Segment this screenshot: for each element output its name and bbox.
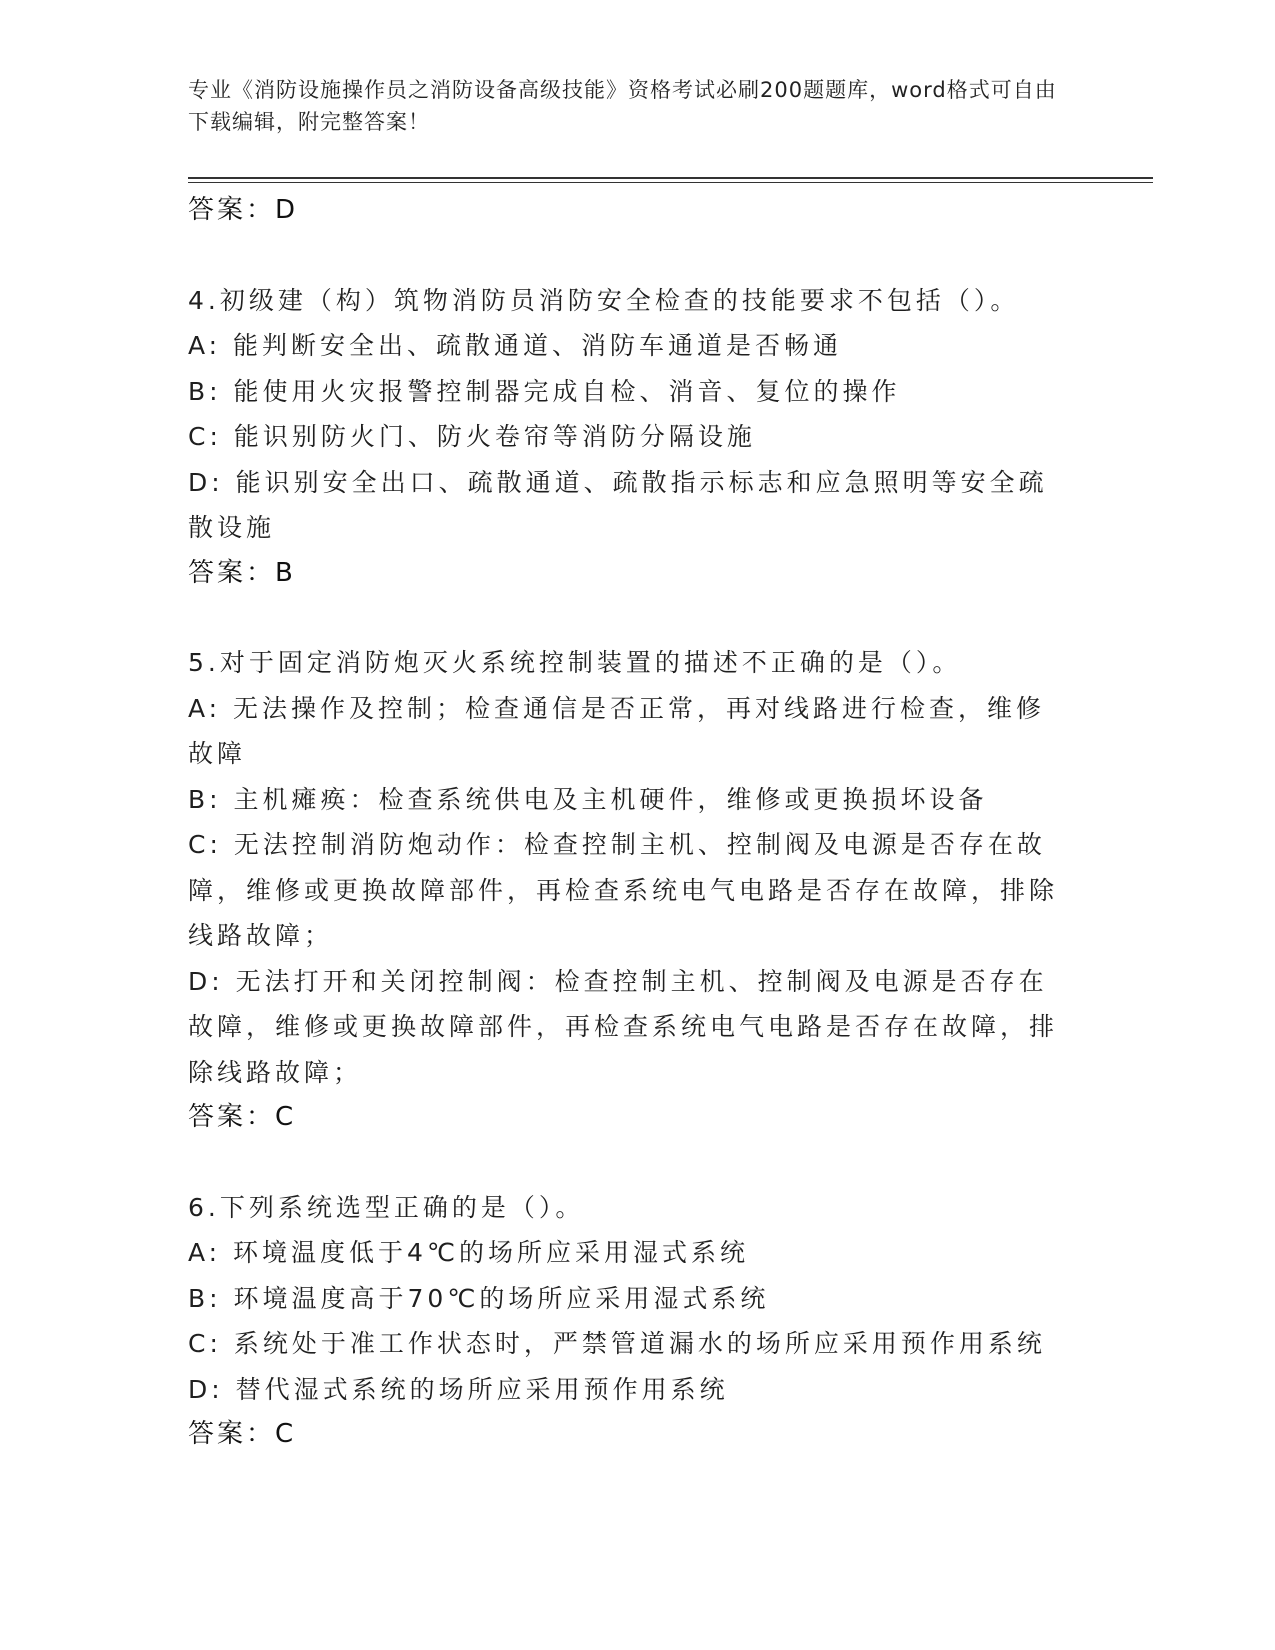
option-b: B: 环境温度高于70℃的场所应采用湿式系统 — [188, 1283, 770, 1313]
option-c: C: 无法控制消防炮动作：检查控制主机、控制阀及电源是否存在故障，维修或更换故障部件，再检查系统电气电路是否存在故障，排除线路故障； — [188, 830, 1059, 950]
answer-line — [188, 551, 1068, 597]
question-stem: 4.初级建（构）筑物消防员消防安全检查的技能要求不包括（）。 — [188, 285, 1020, 315]
option-d: D: 能识别安全出口、疏散通道、疏散指示标志和应急照明等安全疏散设施 — [188, 467, 1048, 542]
answer-label: 答案： — [188, 1419, 276, 1449]
question-gap — [188, 596, 1068, 640]
answer-line — [188, 1412, 1068, 1458]
answer-value: C — [275, 1419, 296, 1449]
option-a: A: 无法操作及控制；检查通信是否正常，再对线路进行检查，维修故障 — [188, 693, 1046, 768]
question-gap — [188, 1141, 1068, 1185]
option-a: A: 能判断安全出、疏散通道、消防车通道是否畅通 — [188, 331, 843, 360]
question-stem: 5.对于固定消防炮灭火系统控制装置的描述不正确的是（）。 — [188, 648, 962, 677]
question-block — [188, 640, 1068, 1141]
option-c: C: 系统处于准工作状态时，严禁管道漏水的场所应采用预作用系统 — [188, 1329, 1046, 1358]
option-b: B: 能使用火灾报警控制器完成自检、消音、复位的操作 — [188, 376, 901, 406]
answer-value: C — [275, 1102, 296, 1132]
document-header: 专业《消防设施操作员之消防设备高级技能》资格考试必刷200题题库，word格式可自由下载编辑，附完整答案！ — [188, 78, 1057, 134]
answer-label: 答案： — [188, 195, 276, 225]
question-block — [188, 278, 1068, 597]
header-divider-thick — [188, 177, 1153, 179]
answer-line — [188, 188, 1068, 234]
option-b: B: 主机瘫痪：检查系统供电及主机硬件，维修或更换损坏设备 — [188, 784, 988, 814]
option-d: D: 替代湿式系统的场所应采用预作用系统 — [188, 1374, 729, 1404]
header-divider-thin — [188, 182, 1153, 183]
question-block — [188, 1185, 1068, 1458]
answer-label: 答案： — [188, 557, 276, 588]
option-d: D: 无法打开和关闭控制阀：检查控制主机、控制阀及电源是否存在故障，维修或更换故障部件，再检查系统电气电路是否存在故障，排除线路故障； — [188, 966, 1059, 1087]
option-c: C: 能识别防火门、防火卷帘等消防分隔设施 — [188, 422, 756, 451]
question-gap — [188, 234, 1068, 278]
option-a: A: 环境温度低于4℃的场所应采用湿式系统 — [188, 1238, 750, 1267]
question-list — [188, 188, 1068, 1458]
answer-value: D — [275, 195, 298, 225]
answer-label: 答案： — [188, 1102, 276, 1132]
answer-line — [188, 1095, 1068, 1141]
question-stem: 6.下列系统选型正确的是（）。 — [188, 1192, 585, 1222]
answer-value: B — [275, 557, 295, 588]
